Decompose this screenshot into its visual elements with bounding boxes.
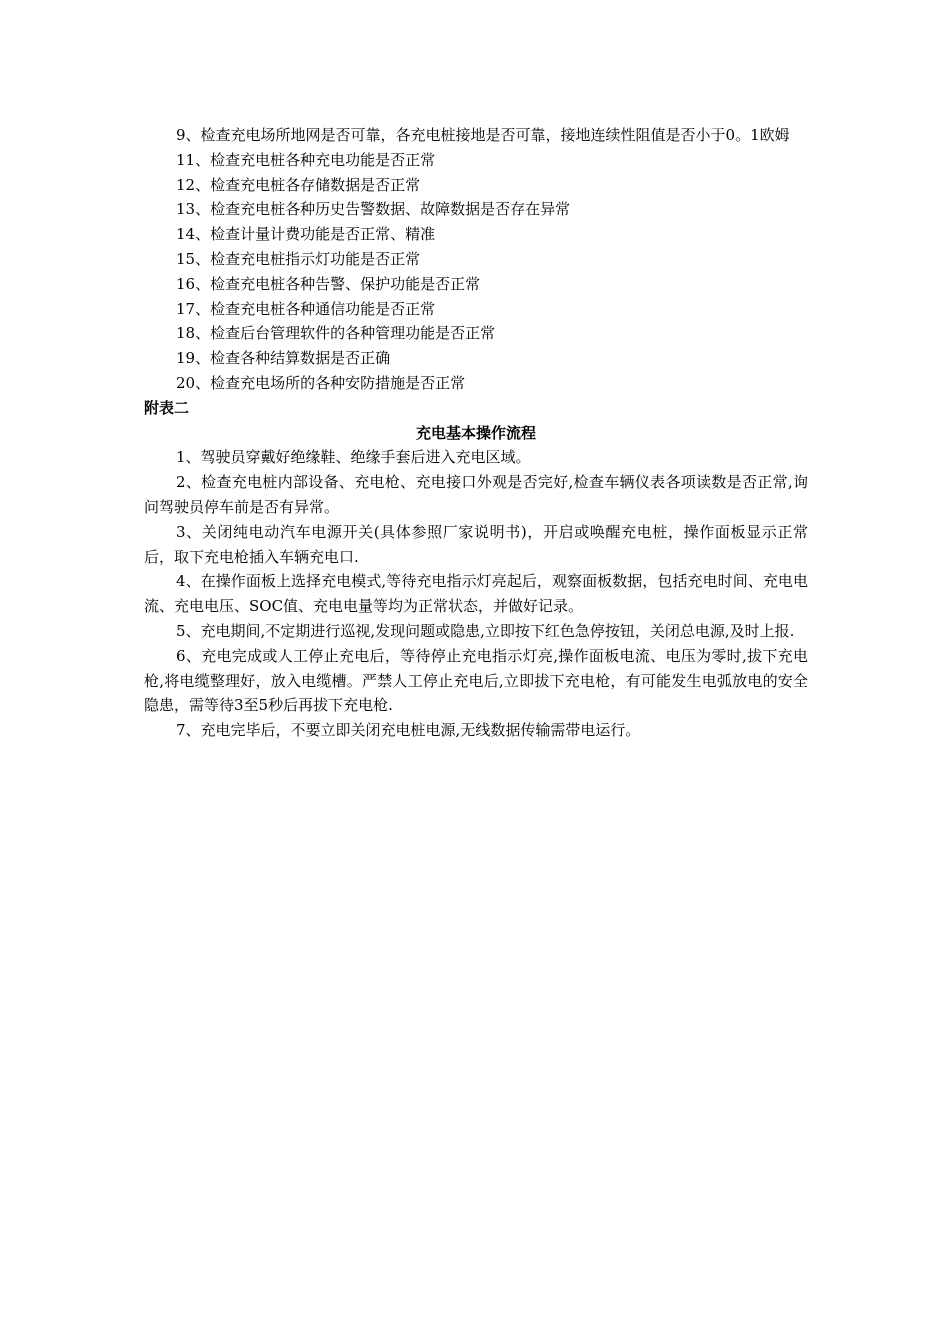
checklist-item-18: 18、检查后台管理软件的各种管理功能是否正常	[176, 324, 496, 343]
checklist-item-12: 12、检查充电桩各存储数据是否正常	[176, 175, 421, 194]
procedure-title: 充电基本操作流程	[415, 423, 536, 442]
document-body	[144, 123, 808, 743]
checklist-item-16: 16、检查充电桩各种告警、保护功能是否正常	[176, 274, 481, 293]
checklist-item-14: 14、检查计量计费功能是否正常、精准	[176, 225, 436, 244]
appendix-label: 附表二	[144, 398, 190, 417]
checklist-item-20: 20、检查充电场所的各种安防措施是否正常	[176, 373, 466, 392]
procedure-step-1: 1、驾驶员穿戴好绝缘鞋、绝缘手套后进入充电区域。	[176, 448, 531, 467]
checklist-item-17: 17、检查充电桩各种通信功能是否正常	[176, 299, 436, 318]
checklist-item-11: 11、检查充电桩各种充电功能是否正常	[176, 150, 436, 169]
procedure-step-2: 2、检查充电桩内部设备、充电枪、充电接口外观是否完好,检查车辆仪表各项读数是否正常,询问驾驶员停车前是否有异常。	[144, 473, 808, 516]
checklist-item-13: 13、检查充电桩各种历史告警数据、故障数据是否存在异常	[176, 200, 571, 219]
procedure-step-3: 3、关闭纯电动汽车电源开关(具体参照厂家说明书)，开启或唤醒充电桩，操作面板显示正常后，取下充电枪插入车辆充电口.	[144, 522, 808, 566]
procedure-step-6: 6、充电完成或人工停止充电后，等待停止充电指示灯亮,操作面板电流、电压为零时,拔下充电枪,将电缆整理好，放入电缆槽。严禁人工停止充电后,立即拔下充电枪，有可能发生电弧放电的安全隐患，需等待3至5秒后再拔下充电枪.	[144, 646, 808, 715]
procedure-step-7: 7、充电完毕后，不要立即关闭充电桩电源,无线数据传输需带电运行。	[176, 721, 641, 740]
procedure-step-4: 4、在操作面板上选择充电模式,等待充电指示灯亮起后，观察面板数据，包括充电时间、充电电流、充电电压、SOC值、充电电量等均为正常状态，并做好记录。	[144, 572, 808, 616]
checklist-item-9: 9、检查充电场所地网是否可靠，各充电桩接地是否可靠，接地连续性阻值是否小于0。1欧姆	[176, 126, 790, 144]
checklist-item-19: 19、检查各种结算数据是否正确	[176, 349, 391, 368]
procedure-step-5: 5、充电期间,不定期进行巡视,发现问题或隐患,立即按下红色急停按钮，关闭总电源,及时上报.	[176, 621, 795, 640]
checklist-item-15: 15、检查充电桩指示灯功能是否正常	[176, 249, 421, 268]
